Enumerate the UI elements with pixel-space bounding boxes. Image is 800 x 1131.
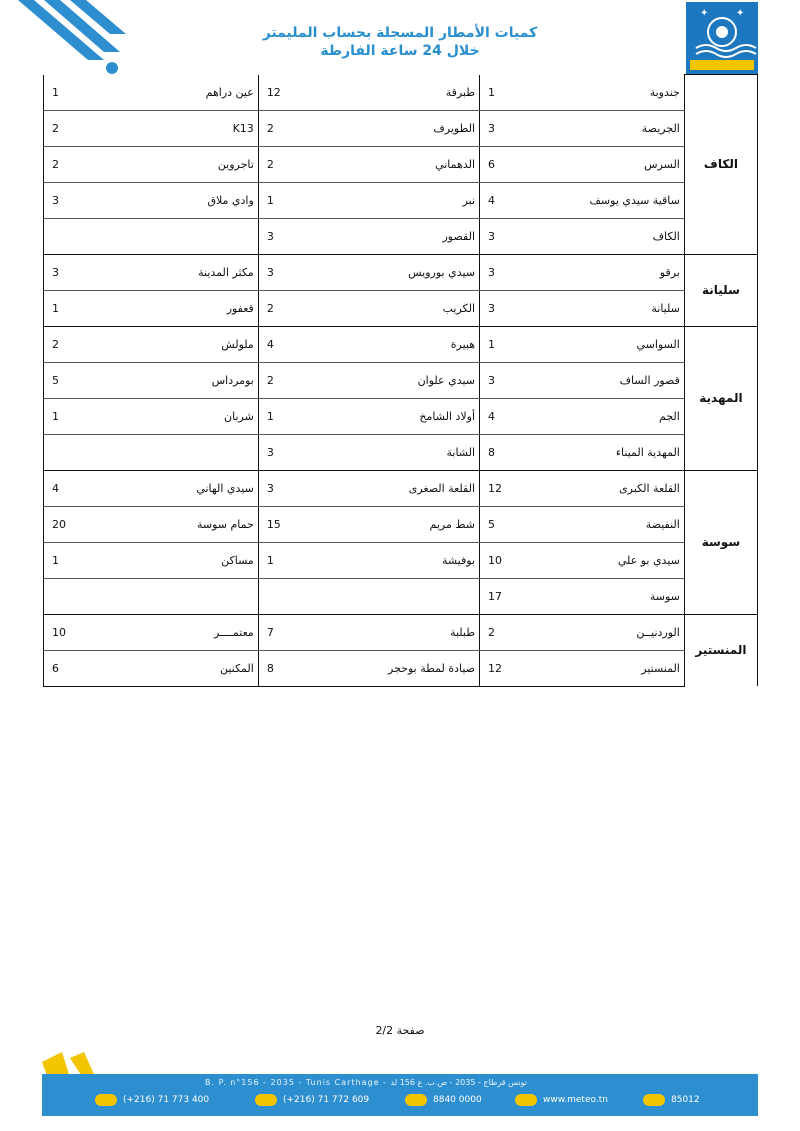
contact-phone <box>95 1092 209 1108</box>
green-line-icon <box>405 1094 427 1106</box>
fax-number: (+216) 71 772 609 <box>283 1095 370 1105</box>
svg-text:✦: ✦ <box>736 8 745 19</box>
value-cell: 1 <box>480 326 530 362</box>
value-cell: 3 <box>258 470 315 506</box>
value-cell: 1 <box>258 398 315 434</box>
station-cell: شط مريم <box>316 506 480 542</box>
station-cell: جندوبة <box>530 75 685 111</box>
station-cell: مكثر المدينة <box>104 254 259 290</box>
station-cell: القلعة الصغرى <box>316 470 480 506</box>
table-row <box>44 362 758 398</box>
value-cell: 10 <box>480 542 530 578</box>
station-cell: القصور <box>316 218 480 254</box>
value-cell: 4 <box>44 470 104 506</box>
value-cell: 2 <box>258 110 315 146</box>
table-row <box>44 254 758 290</box>
value-cell: 12 <box>480 650 530 686</box>
value-cell: 2 <box>44 326 104 362</box>
station-cell: بوفيشة <box>316 542 480 578</box>
contact-fax <box>255 1092 369 1108</box>
value-cell: 1 <box>258 182 315 218</box>
value-cell: 8 <box>480 434 530 470</box>
value-cell <box>44 434 104 470</box>
fax-icon <box>255 1094 277 1106</box>
station-cell <box>104 218 259 254</box>
station-cell: سيدي بو علي <box>530 542 685 578</box>
table-row <box>44 146 758 182</box>
value-cell <box>44 218 104 254</box>
station-cell: وادي ملاق <box>104 182 259 218</box>
value-cell: 6 <box>44 650 104 686</box>
station-cell <box>316 578 480 614</box>
rainfall-table <box>43 74 758 687</box>
green-line-number: 8840 0000 <box>433 1095 482 1105</box>
value-cell: 1 <box>44 290 104 326</box>
station-cell: تاجروين <box>104 146 259 182</box>
value-cell: 7 <box>258 614 315 650</box>
value-cell: 2 <box>44 146 104 182</box>
value-cell <box>258 578 315 614</box>
value-cell <box>44 578 104 614</box>
page-number: صفحة 2/2 <box>375 1024 425 1037</box>
table-row <box>44 614 758 650</box>
station-cell: سوسة <box>530 578 685 614</box>
value-cell: 10 <box>44 614 104 650</box>
table-row <box>44 182 758 218</box>
value-cell: 4 <box>258 326 315 362</box>
station-cell: الدهماني <box>316 146 480 182</box>
contact-website <box>515 1092 608 1108</box>
governorate-cell: سوسة <box>684 470 757 614</box>
table-row <box>44 218 758 254</box>
value-cell: 17 <box>480 578 530 614</box>
station-cell: القلعة الكبرى <box>530 470 685 506</box>
station-cell: بومرداس <box>104 362 259 398</box>
governorate-cell: المهدية <box>684 326 757 470</box>
station-cell <box>104 434 259 470</box>
table-row <box>44 542 758 578</box>
phone-icon <box>95 1094 117 1106</box>
station-cell: الوردنيــن <box>530 614 685 650</box>
station-cell: الشابة <box>316 434 480 470</box>
footer-contacts <box>95 1092 735 1108</box>
value-cell: 2 <box>44 110 104 146</box>
station-cell: عين دراهم <box>104 75 259 111</box>
value-cell: 3 <box>480 254 530 290</box>
station-cell: قصور الساف <box>530 362 685 398</box>
value-cell: 1 <box>44 542 104 578</box>
station-cell: صيادة لمطة بوحجر <box>316 650 480 686</box>
table-row <box>44 290 758 326</box>
inm-logo <box>686 2 758 74</box>
value-cell: 3 <box>480 218 530 254</box>
value-cell: 12 <box>480 470 530 506</box>
value-cell: 4 <box>480 398 530 434</box>
station-cell <box>104 578 259 614</box>
station-cell: سيدي الهاني <box>104 470 259 506</box>
table-row <box>44 398 758 434</box>
corner-stripes-decoration <box>0 0 130 80</box>
station-cell: المهدية الميناء <box>530 434 685 470</box>
title-line-2: خلال 24 ساعة الفارطة <box>320 43 480 59</box>
table-row <box>44 578 758 614</box>
value-cell: 2 <box>258 362 315 398</box>
station-cell: K13 <box>104 110 259 146</box>
station-cell: سيدي بورويس <box>316 254 480 290</box>
station-cell: الكاف <box>530 218 685 254</box>
svg-text:✦: ✦ <box>700 8 709 19</box>
value-cell: 5 <box>44 362 104 398</box>
value-cell: 4 <box>480 182 530 218</box>
value-cell: 1 <box>258 542 315 578</box>
value-cell: 8 <box>258 650 315 686</box>
station-cell: الجم <box>530 398 685 434</box>
value-cell: 15 <box>258 506 315 542</box>
station-cell: برقو <box>530 254 685 290</box>
value-cell: 12 <box>258 75 315 111</box>
station-cell: النفيضة <box>530 506 685 542</box>
contact-green-line <box>405 1092 482 1108</box>
value-cell: 5 <box>480 506 530 542</box>
value-cell: 1 <box>44 75 104 111</box>
station-cell: السرس <box>530 146 685 182</box>
value-cell: 3 <box>258 434 315 470</box>
footer-address: B. P. n°156 - 2035 - Tunis Carthage - تونس قرطاج - 2035 - ص.ب. ع 156 لد <box>205 1078 527 1087</box>
value-cell: 3 <box>480 290 530 326</box>
table-row <box>44 434 758 470</box>
website-link[interactable]: www.meteo.tn <box>543 1095 608 1105</box>
station-cell: أولاد الشامخ <box>316 398 480 434</box>
station-cell: قعفور <box>104 290 259 326</box>
station-cell: سليانة <box>530 290 685 326</box>
station-cell: طبلبة <box>316 614 480 650</box>
contact-sms <box>643 1092 700 1108</box>
station-cell: ملولش <box>104 326 259 362</box>
table-row <box>44 470 758 506</box>
station-cell: الجريصة <box>530 110 685 146</box>
governorate-cell: الكاف <box>684 75 757 255</box>
document-title <box>240 24 560 60</box>
governorate-cell: سليانة <box>684 254 757 326</box>
value-cell: 2 <box>258 146 315 182</box>
station-cell: شربان <box>104 398 259 434</box>
station-cell: هبيرة <box>316 326 480 362</box>
value-cell: 3 <box>480 110 530 146</box>
value-cell: 3 <box>44 254 104 290</box>
table-row <box>44 110 758 146</box>
table-row <box>44 650 758 686</box>
value-cell: 6 <box>480 146 530 182</box>
station-cell: نبر <box>316 182 480 218</box>
station-cell: حمام سوسة <box>104 506 259 542</box>
station-cell: المكنين <box>104 650 259 686</box>
station-cell: الكريب <box>316 290 480 326</box>
station-cell: ساقية سيدي يوسف <box>530 182 685 218</box>
title-line-1: كميات الأمطار المسجلة بحساب المليمتر <box>262 25 538 41</box>
value-cell: 20 <box>44 506 104 542</box>
station-cell: معتمــــر <box>104 614 259 650</box>
value-cell: 2 <box>480 614 530 650</box>
web-icon <box>515 1094 537 1106</box>
value-cell: 1 <box>480 75 530 111</box>
value-cell: 1 <box>44 398 104 434</box>
governorate-cell: المنستير <box>684 614 757 686</box>
station-cell: الطويرف <box>316 110 480 146</box>
station-cell: طبرقة <box>316 75 480 111</box>
value-cell: 2 <box>258 290 315 326</box>
station-cell: المنستير <box>530 650 685 686</box>
value-cell: 3 <box>44 182 104 218</box>
table-row <box>44 326 758 362</box>
phone-number: (+216) 71 773 400 <box>123 1095 210 1105</box>
sms-number: 85012 <box>671 1095 700 1105</box>
value-cell: 3 <box>480 362 530 398</box>
station-cell: سيدي علوان <box>316 362 480 398</box>
table-row <box>44 506 758 542</box>
station-cell: السواسي <box>530 326 685 362</box>
sms-icon <box>643 1094 665 1106</box>
value-cell: 3 <box>258 254 315 290</box>
table-row <box>44 75 758 111</box>
station-cell: مساكن <box>104 542 259 578</box>
value-cell: 3 <box>258 218 315 254</box>
